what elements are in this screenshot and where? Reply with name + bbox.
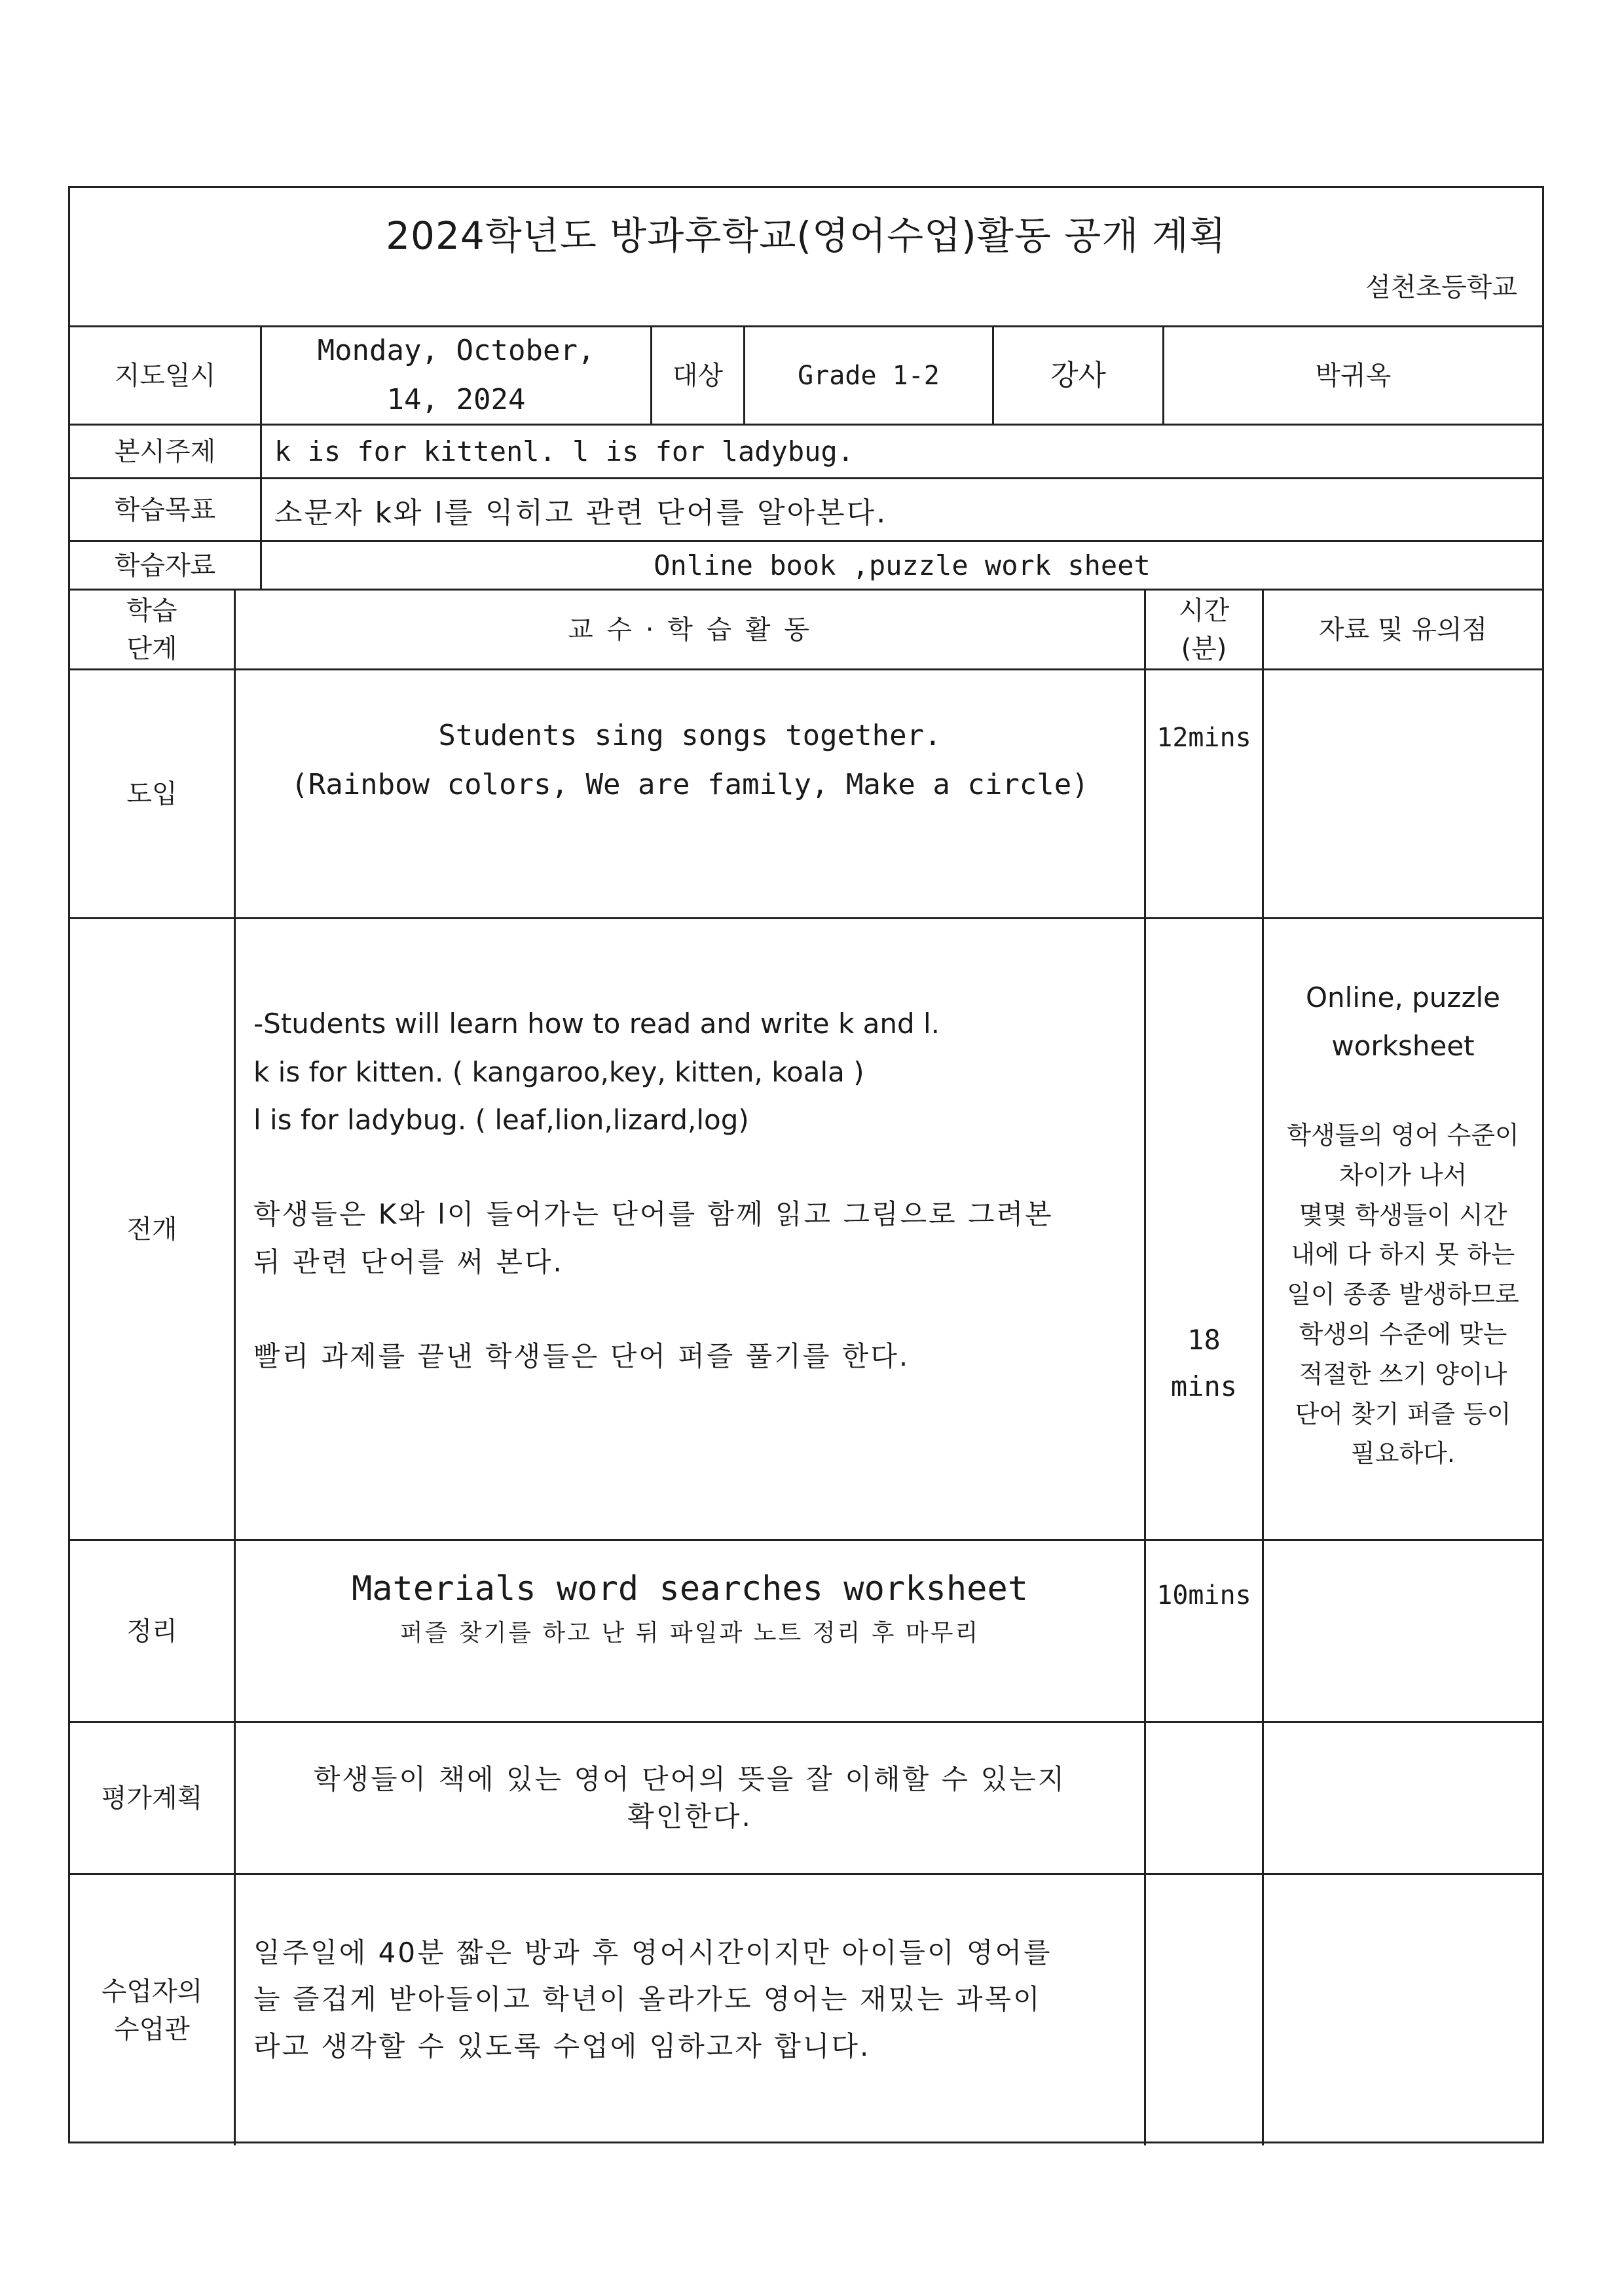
development-notes-line: 내에 다 하지 못 하는	[1291, 1240, 1515, 1269]
topic-label: 본시주제	[114, 436, 216, 467]
wrapup-time: 10mins	[1156, 1580, 1251, 1611]
time-header-line-1: 시간	[1178, 595, 1230, 626]
wrapup-line-2: 퍼즐 찾기를 하고 난 뒤 파일과 노트 정리 후 마무리	[399, 1619, 980, 1647]
target-label: 대상	[672, 360, 724, 391]
reflection-label-line-2: 수업관	[114, 2014, 190, 2045]
reflection-stage-label	[70, 1875, 234, 2145]
evaluation-line-1: 학생들이 책에 있는 영어 단어의 뜻을 잘 이해할 수 있는지	[313, 1762, 1067, 1795]
notes-header: 자료 및 유의점	[1318, 614, 1488, 645]
development-notes-line: 적절한 쓰기 양이나	[1299, 1359, 1507, 1389]
time-header	[1146, 591, 1262, 668]
reflection-line-3: 라고 생각할 수 있도록 수업에 임하고자 합니다.	[253, 2030, 871, 2062]
date-label: 지도일시	[114, 360, 216, 391]
stage-header-line-1: 학습	[126, 595, 177, 626]
teacher-label: 강사	[1050, 358, 1106, 392]
date-line-1: Monday, October,	[317, 333, 595, 367]
development-notes-line: 학생들의 영어 수준이	[1287, 1121, 1519, 1150]
development-notes-line: 필요하다.	[1351, 1439, 1455, 1468]
reflection-line-2: 늘 즐겁게 받아들이고 학년이 올라가도 영어는 재밌는 과목이	[253, 1983, 1042, 2016]
development-line-5: 뒤 관련 단어를 써 본다.	[253, 1246, 564, 1278]
development-time	[1146, 1314, 1262, 1412]
development-line-6: 빨리 과제를 끝낸 학생들은 단어 퍼즐 풀기를 한다.	[253, 1339, 910, 1372]
evaluation-activity	[236, 1723, 1144, 1873]
development-notes-line: 학생의 수준에 맞는	[1299, 1319, 1507, 1349]
development-time-line-1: 18	[1187, 1323, 1221, 1356]
topic-value: k is for kittenl. l is for ladybug.	[274, 435, 855, 467]
goal-label: 학습목표	[114, 494, 216, 525]
development-notes-line: 몇몇 학생들이 시간	[1299, 1200, 1507, 1230]
stage-header	[70, 591, 234, 668]
wrapup-line-1: Materials word searches worksheet	[351, 1569, 1029, 1609]
development-line-1: -Students will learn how to read and write k and l.	[253, 1008, 940, 1040]
teacher-value: 박귀옥	[1315, 360, 1392, 391]
development-notes-body	[1264, 1116, 1542, 1474]
development-time-line-2: mins	[1170, 1370, 1238, 1402]
intro-activity	[236, 712, 1144, 810]
goal-value: 소문자 k와 l를 익히고 관련 단어를 알아본다.	[274, 496, 888, 530]
development-line-2: k is for kitten. ( kangaroo,key, kitten, koala )	[253, 1055, 864, 1088]
intro-line-2: (Rainbow colors, We are family, Make a circle)	[291, 768, 1089, 801]
lesson-plan-table	[68, 186, 1544, 2143]
reflection-line-1: 일주일에 40분 짧은 방과 후 영어시간이지만 아이들이 영어를	[253, 1937, 1052, 1969]
evaluation-line-2: 확인한다.	[627, 1800, 752, 1832]
reflection-activity	[253, 1929, 1137, 2100]
school-name: 설천초등학교	[1365, 272, 1517, 302]
development-line-4: 학생들은 K와 l이 들어가는 단어를 함께 읽고 그림으로 그려본	[253, 1197, 1054, 1230]
development-notes-line: 단어 찾기 퍼즐 등이	[1295, 1399, 1511, 1429]
intro-stage-label: 도입	[126, 778, 177, 809]
page-title: 2024학년도 방과후학교(영어수업)활동 공개 계획	[386, 213, 1227, 258]
evaluation-stage-label: 평가계획	[101, 1783, 203, 1813]
development-notes-title-2: worksheet	[1331, 1029, 1475, 1062]
stage-header-line-2: 단계	[126, 633, 177, 664]
reflection-label-line-1: 수업자의	[101, 1976, 203, 2007]
development-notes-line: 차이가 나서	[1338, 1160, 1467, 1190]
material-label: 학습자료	[114, 550, 216, 581]
development-notes	[1264, 974, 1542, 1537]
date-line-2: 14, 2024	[386, 382, 526, 416]
development-activity	[253, 1000, 1137, 1537]
development-notes-title-1: Online, puzzle	[1305, 981, 1501, 1013]
intro-line-1: Students sing songs together.	[438, 719, 942, 753]
development-line-3: l is for ladybug. ( leaf,lion,lizard,log)	[253, 1104, 749, 1136]
intro-time: 12mins	[1156, 723, 1251, 753]
wrapup-stage-label: 정리	[126, 1616, 177, 1647]
target-value: Grade 1-2	[798, 360, 940, 391]
date-value	[262, 327, 650, 424]
material-value: Online book ,puzzle work sheet	[654, 549, 1151, 581]
activity-header: 교 수 · 학 습 활 동	[568, 614, 812, 645]
time-header-line-2: (분)	[1181, 633, 1227, 664]
wrapup-activity	[236, 1556, 1144, 1654]
development-stage-label: 전개	[126, 1214, 177, 1245]
development-notes-line: 일이 종종 발생하므로	[1287, 1280, 1519, 1309]
